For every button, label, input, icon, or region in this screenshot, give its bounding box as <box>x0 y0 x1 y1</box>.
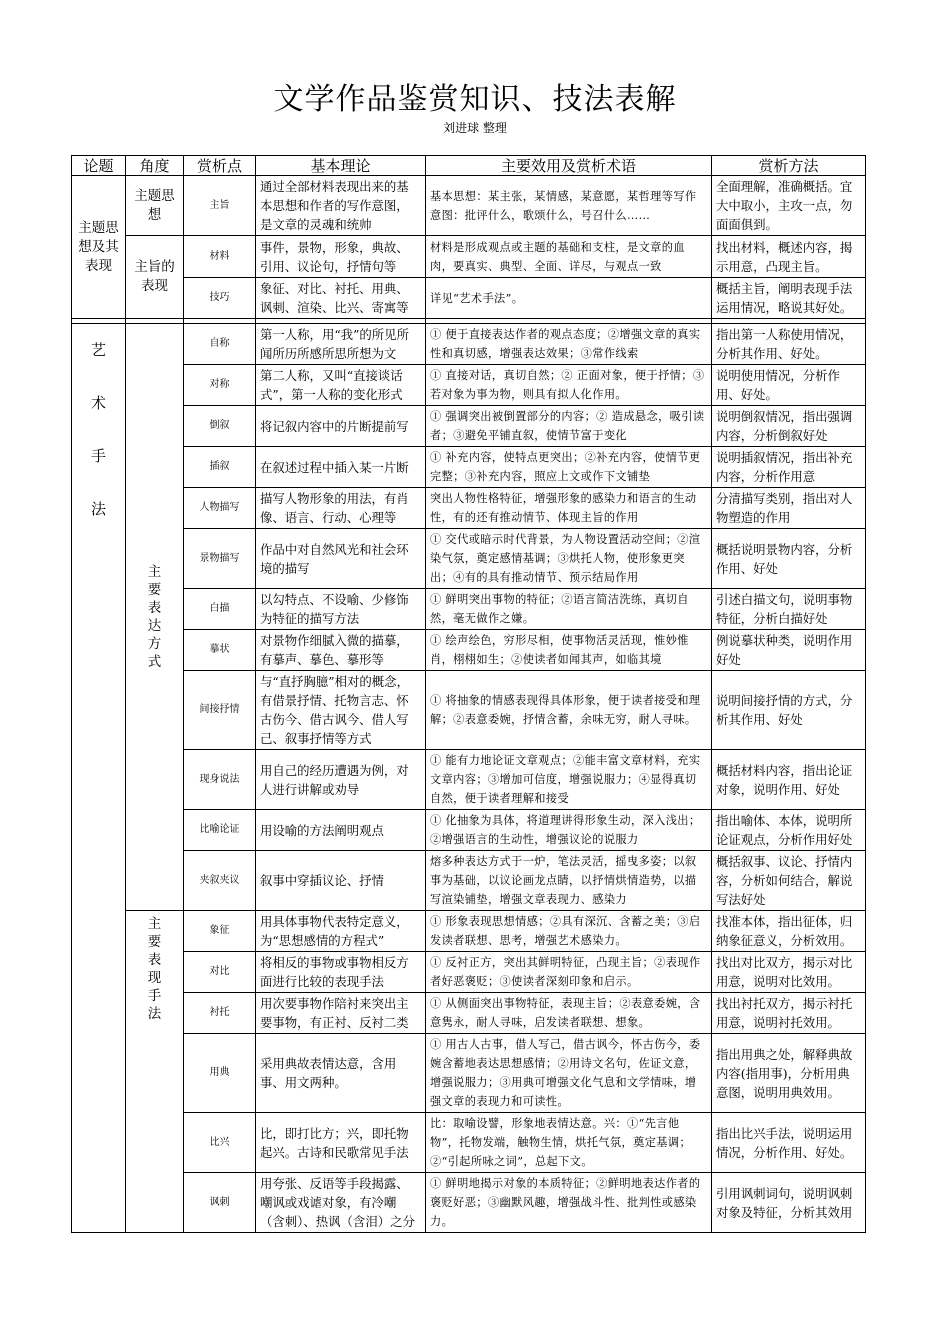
analysis-method: 说明插叙情况，指出补充内容，分析作用意 <box>712 447 866 488</box>
table-row <box>72 236 866 278</box>
main-effect: ① 绘声绘色，穷形尽相，使事物活灵活现，惟妙惟肖，栩栩如生；②使读者如闻其声，如临其境 <box>426 630 712 671</box>
topic-cell <box>72 324 126 1233</box>
header-theory: 基本理论 <box>256 156 426 176</box>
analysis-point: 比喻论证 <box>184 810 256 851</box>
basic-theory: 比，即打比方；兴，即托物起兴。古诗和民歌常见手法 <box>256 1113 426 1173</box>
analysis-point: 材料 <box>184 236 256 278</box>
analysis-method: 概括叙事、议论、抒情内容，分析如何结合，解说写法好处 <box>712 851 866 911</box>
table-row <box>72 1034 866 1113</box>
basic-theory: 用自己的经历遭遇为例，对人进行讲解或劝导 <box>256 750 426 810</box>
analysis-method: 找出衬托双方，揭示衬托用意，说明衬托效用。 <box>712 993 866 1034</box>
analysis-point: 白描 <box>184 589 256 630</box>
analysis-point: 比兴 <box>184 1113 256 1173</box>
analysis-method: 说明倒叙情况，指出强调内容，分析倒叙好处 <box>712 406 866 447</box>
table-row <box>72 911 866 952</box>
basic-theory: 第一人称，用“我”的所见所闻所历所感所思所想为文 <box>256 324 426 365</box>
analysis-point: 讽刺 <box>184 1173 256 1233</box>
analysis-point: 对称 <box>184 365 256 406</box>
document-author: 刘进球 整理 <box>443 121 507 135</box>
analysis-method: 指出比兴手法，说明运用情况，分析作用、好处。 <box>712 1113 866 1173</box>
table-row <box>72 278 866 319</box>
basic-theory: 采用典故表情达意，含用事、用文两种。 <box>256 1034 426 1113</box>
analysis-point: 夹叙夹议 <box>184 851 256 911</box>
analysis-point: 景物描写 <box>184 529 256 589</box>
document-title: 文学作品鉴赏知识、技法表解 <box>273 82 677 117</box>
topic-char: 法 <box>90 500 106 518</box>
analysis-point: 插叙 <box>184 447 256 488</box>
angle-cell: 主旨的表现 <box>126 236 184 319</box>
main-effect: ① 鲜明突出事物的特征；②语言简洁洗练，真切自然，毫无做作之嫌。 <box>426 589 712 630</box>
analysis-point: 自称 <box>184 324 256 365</box>
topic-char: 手 <box>90 447 106 465</box>
analysis-method: 说明间接抒情的方式，分析其作用、好处 <box>712 671 866 750</box>
main-effect: ① 从侧面突出事物特征，表现主旨；②表意委婉，含意隽永，耐人寻味，启发读者联想、想象。 <box>426 993 712 1034</box>
analysis-method: 找出对比双方，揭示对比用意，说明对比效用。 <box>712 952 866 993</box>
analysis-method: 全面理解，准确概括。宜大中取小，主攻一点，勿面面俱到。 <box>712 176 866 236</box>
header-angle: 角度 <box>126 156 184 176</box>
header-method: 赏析方法 <box>712 156 866 176</box>
basic-theory: 以勾特点、不设喻、少修饰为特征的描写方法 <box>256 589 426 630</box>
basic-theory: 作品中对自然风光和社会环境的描写 <box>256 529 426 589</box>
basic-theory: 象征、对比、衬托、用典、讽刺、渲染、比兴、寄寓等 <box>256 278 426 319</box>
knowledge-table <box>71 155 866 1233</box>
topic-cell: 主题思想及其表现 <box>72 176 126 319</box>
main-effect: ① 用古人古事，借人写己，借古讽今，怀古伤今，委婉含蓄地表达思想感情；②用诗文名句，佐证文意，增强说服力；③用典可增强文化气息和文学情味，增强文章的表现力和可读性。 <box>426 1034 712 1113</box>
table-row <box>72 810 866 851</box>
analysis-point: 间接抒情 <box>184 671 256 750</box>
table-row <box>72 176 866 236</box>
angle-char: 主 <box>147 564 162 580</box>
table-row <box>72 529 866 589</box>
header-point: 赏析点 <box>184 156 256 176</box>
analysis-method: 引用讽刺词句，说明讽刺对象及特征，分析其效用 <box>712 1173 866 1233</box>
topic-char: 术 <box>90 394 106 412</box>
angle-char: 表 <box>147 600 162 616</box>
main-effect: ① 直接对话，真切自然；② 正面对象，便于抒情；③若对象为事为物，则具有拟人化作用。 <box>426 365 712 406</box>
angle-char: 方 <box>147 636 162 652</box>
analysis-method: 指出用典之处，解释典故内容(指用事)，分析用典意图，说明用典效用。 <box>712 1034 866 1113</box>
main-effect: ① 补充内容，使特点更突出；②补充内容，使情节更完整；③补充内容，照应上文或作下文铺垫 <box>426 447 712 488</box>
basic-theory: 与“直抒胸臆”相对的概念，有借景抒情、托物言志、怀古伤今、借古讽今、借人写己、叙事抒情等方式 <box>256 671 426 750</box>
angle-cell <box>126 911 184 1233</box>
table-row <box>72 993 866 1034</box>
analysis-point: 衬托 <box>184 993 256 1034</box>
table-header-row <box>72 156 866 176</box>
angle-char: 表 <box>147 952 162 968</box>
table-row <box>72 1173 866 1233</box>
analysis-point: 摹状 <box>184 630 256 671</box>
analysis-point: 主旨 <box>184 176 256 236</box>
basic-theory: 将相反的事物或事物相反方面进行比较的表现手法 <box>256 952 426 993</box>
table-row <box>72 750 866 810</box>
basic-theory: 用夸张、反语等手段揭露、嘲讽或戏谑对象，有冷嘲（含刺）、热讽（含泪）之分 <box>256 1173 426 1233</box>
basic-theory: 描写人物形象的用法，有肖像、语言、行动、心理等 <box>256 488 426 529</box>
table-row <box>72 589 866 630</box>
table-row <box>72 851 866 911</box>
table-row <box>72 952 866 993</box>
main-effect: 基本思想：某主张，某情感，某意愿，某哲理等写作意图：批评什么，歌颂什么，号召什么…… <box>426 176 712 236</box>
analysis-method: 找出材料，概述内容，揭示用意，凸现主旨。 <box>712 236 866 278</box>
basic-theory: 在叙述过程中插入某一片断 <box>256 447 426 488</box>
main-effect: ① 能有力地论证文章观点；②能丰富文章材料，充实文章内容；③增加可信度，增强说服力；④显得真切自然，便于读者理解和接受 <box>426 750 712 810</box>
topic-char: 艺 <box>90 341 106 359</box>
angle-char: 法 <box>147 1006 162 1022</box>
basic-theory: 第二人称，又叫“直接谈话式”，第一人称的变化形式 <box>256 365 426 406</box>
angle-char: 达 <box>147 618 162 634</box>
main-effect: 突出人物性格特征，增强形象的感染力和语言的生动性，有的还有推动情节、体现主旨的作用 <box>426 488 712 529</box>
table-row <box>72 365 866 406</box>
analysis-point: 对比 <box>184 952 256 993</box>
angle-char: 现 <box>147 970 162 986</box>
analysis-method: 引述白描文句，说明事物特征，分析白描好处 <box>712 589 866 630</box>
analysis-method: 找准本体，指出征体，归纳象征意义，分析效用。 <box>712 911 866 952</box>
basic-theory: 通过全部材料表现出来的基本思想和作者的写作意图，是文章的灵魂和统帅 <box>256 176 426 236</box>
angle-char: 主 <box>147 916 162 932</box>
basic-theory: 叙事中穿插议论、抒情 <box>256 851 426 911</box>
main-effect: 比：取喻设譬，形象地表情达意。兴：①“先言他物”，托物发端，触物生情，烘托气氛，奠定基调；②“引起所咏之词”，总起下文。 <box>426 1113 712 1173</box>
angle-char: 式 <box>147 654 162 670</box>
main-effect: ① 鲜明地揭示对象的本质特征；②鲜明地表达作者的褒贬好恶；③幽默风趣，增强战斗性、批判性或感染力。 <box>426 1173 712 1233</box>
table-row <box>72 671 866 750</box>
main-effect: ① 交代或暗示时代背景，为人物设置活动空间；②渲染气氛，奠定感情基调；③烘托人物，使形象更突出；④有的具有推动情节、预示结局作用 <box>426 529 712 589</box>
table-row <box>72 324 866 365</box>
main-effect: ① 反衬正方，突出其鲜明特征，凸现主旨；②表现作者好恶褒贬；③使读者深刻印象和启示。 <box>426 952 712 993</box>
basic-theory: 将记叙内容中的片断提前写 <box>256 406 426 447</box>
table-row <box>72 406 866 447</box>
table-row <box>72 630 866 671</box>
analysis-point: 用典 <box>184 1034 256 1113</box>
header-effect: 主要效用及赏析术语 <box>426 156 712 176</box>
basic-theory: 用设喻的方法阐明观点 <box>256 810 426 851</box>
basic-theory: 用具体事物代表特定意义，为“思想感情的方程式” <box>256 911 426 952</box>
analysis-point: 人物描写 <box>184 488 256 529</box>
basic-theory: 事件，景物，形象，典故、引用、议论句，抒情句等 <box>256 236 426 278</box>
header-topic: 论题 <box>72 156 126 176</box>
analysis-method: 指出第一人称使用情况，分析其作用、好处。 <box>712 324 866 365</box>
main-effect: ① 形象表现思想情感；②具有深沉、含蓄之美；③启发读者联想、思考，增强艺术感染力。 <box>426 911 712 952</box>
angle-char: 要 <box>147 582 162 598</box>
table-row <box>72 488 866 529</box>
main-effect: 材料是形成观点或主题的基础和支柱，是文章的血肉，要真实、典型、全面、详尽，与观点一致 <box>426 236 712 278</box>
analysis-point: 现身说法 <box>184 750 256 810</box>
analysis-method: 概括材料内容，指出论证对象，说明作用、好处 <box>712 750 866 810</box>
analysis-method: 概括说明景物内容，分析作用、好处 <box>712 529 866 589</box>
analysis-point: 技巧 <box>184 278 256 319</box>
analysis-method: 例说摹状种类，说明作用好处 <box>712 630 866 671</box>
basic-theory: 对景物作细腻入微的描摹，有摹声、摹色、摹形等 <box>256 630 426 671</box>
angle-char: 手 <box>147 988 162 1004</box>
main-effect: ① 化抽象为具体，将道理讲得形象生动，深入浅出；②增强语言的生动性，增强议论的说服力 <box>426 810 712 851</box>
main-effect: ① 便于直接表达作者的观点态度；②增强文章的真实性和真切感，增强表达效果；③常作线索 <box>426 324 712 365</box>
angle-cell <box>126 324 184 911</box>
main-effect: ① 将抽象的情感表现得具体形象，便于读者接受和理解；②表意委婉，抒情含蓄，余味无穷，耐人寻味。 <box>426 671 712 750</box>
analysis-method: 分清描写类别，指出对人物塑造的作用 <box>712 488 866 529</box>
main-effect: 详见“艺术手法”。 <box>426 278 712 319</box>
analysis-point: 倒叙 <box>184 406 256 447</box>
angle-cell: 主题思想 <box>126 176 184 236</box>
basic-theory: 用次要事物作陪衬来突出主要事物，有正衬、反衬二类 <box>256 993 426 1034</box>
table-row <box>72 447 866 488</box>
angle-char: 要 <box>147 934 162 950</box>
table-row <box>72 1113 866 1173</box>
analysis-method: 指出喻体、本体，说明所论证观点，分析作用好处 <box>712 810 866 851</box>
analysis-method: 概括主旨，阐明表现手法运用情况，略说其好处。 <box>712 278 866 319</box>
analysis-point: 象征 <box>184 911 256 952</box>
main-effect: ① 强调突出被倒置部分的内容；② 造成悬念，吸引读者；③避免平铺直叙，使情节富于变化 <box>426 406 712 447</box>
main-effect: 熔多种表达方式于一炉，笔法灵活，摇曳多姿；以叙事为基础，以议论画龙点睛，以抒情烘情造势，以描写渲染铺垫，增强文章表现力、感染力 <box>426 851 712 911</box>
analysis-method: 说明使用情况，分析作用、好处。 <box>712 365 866 406</box>
